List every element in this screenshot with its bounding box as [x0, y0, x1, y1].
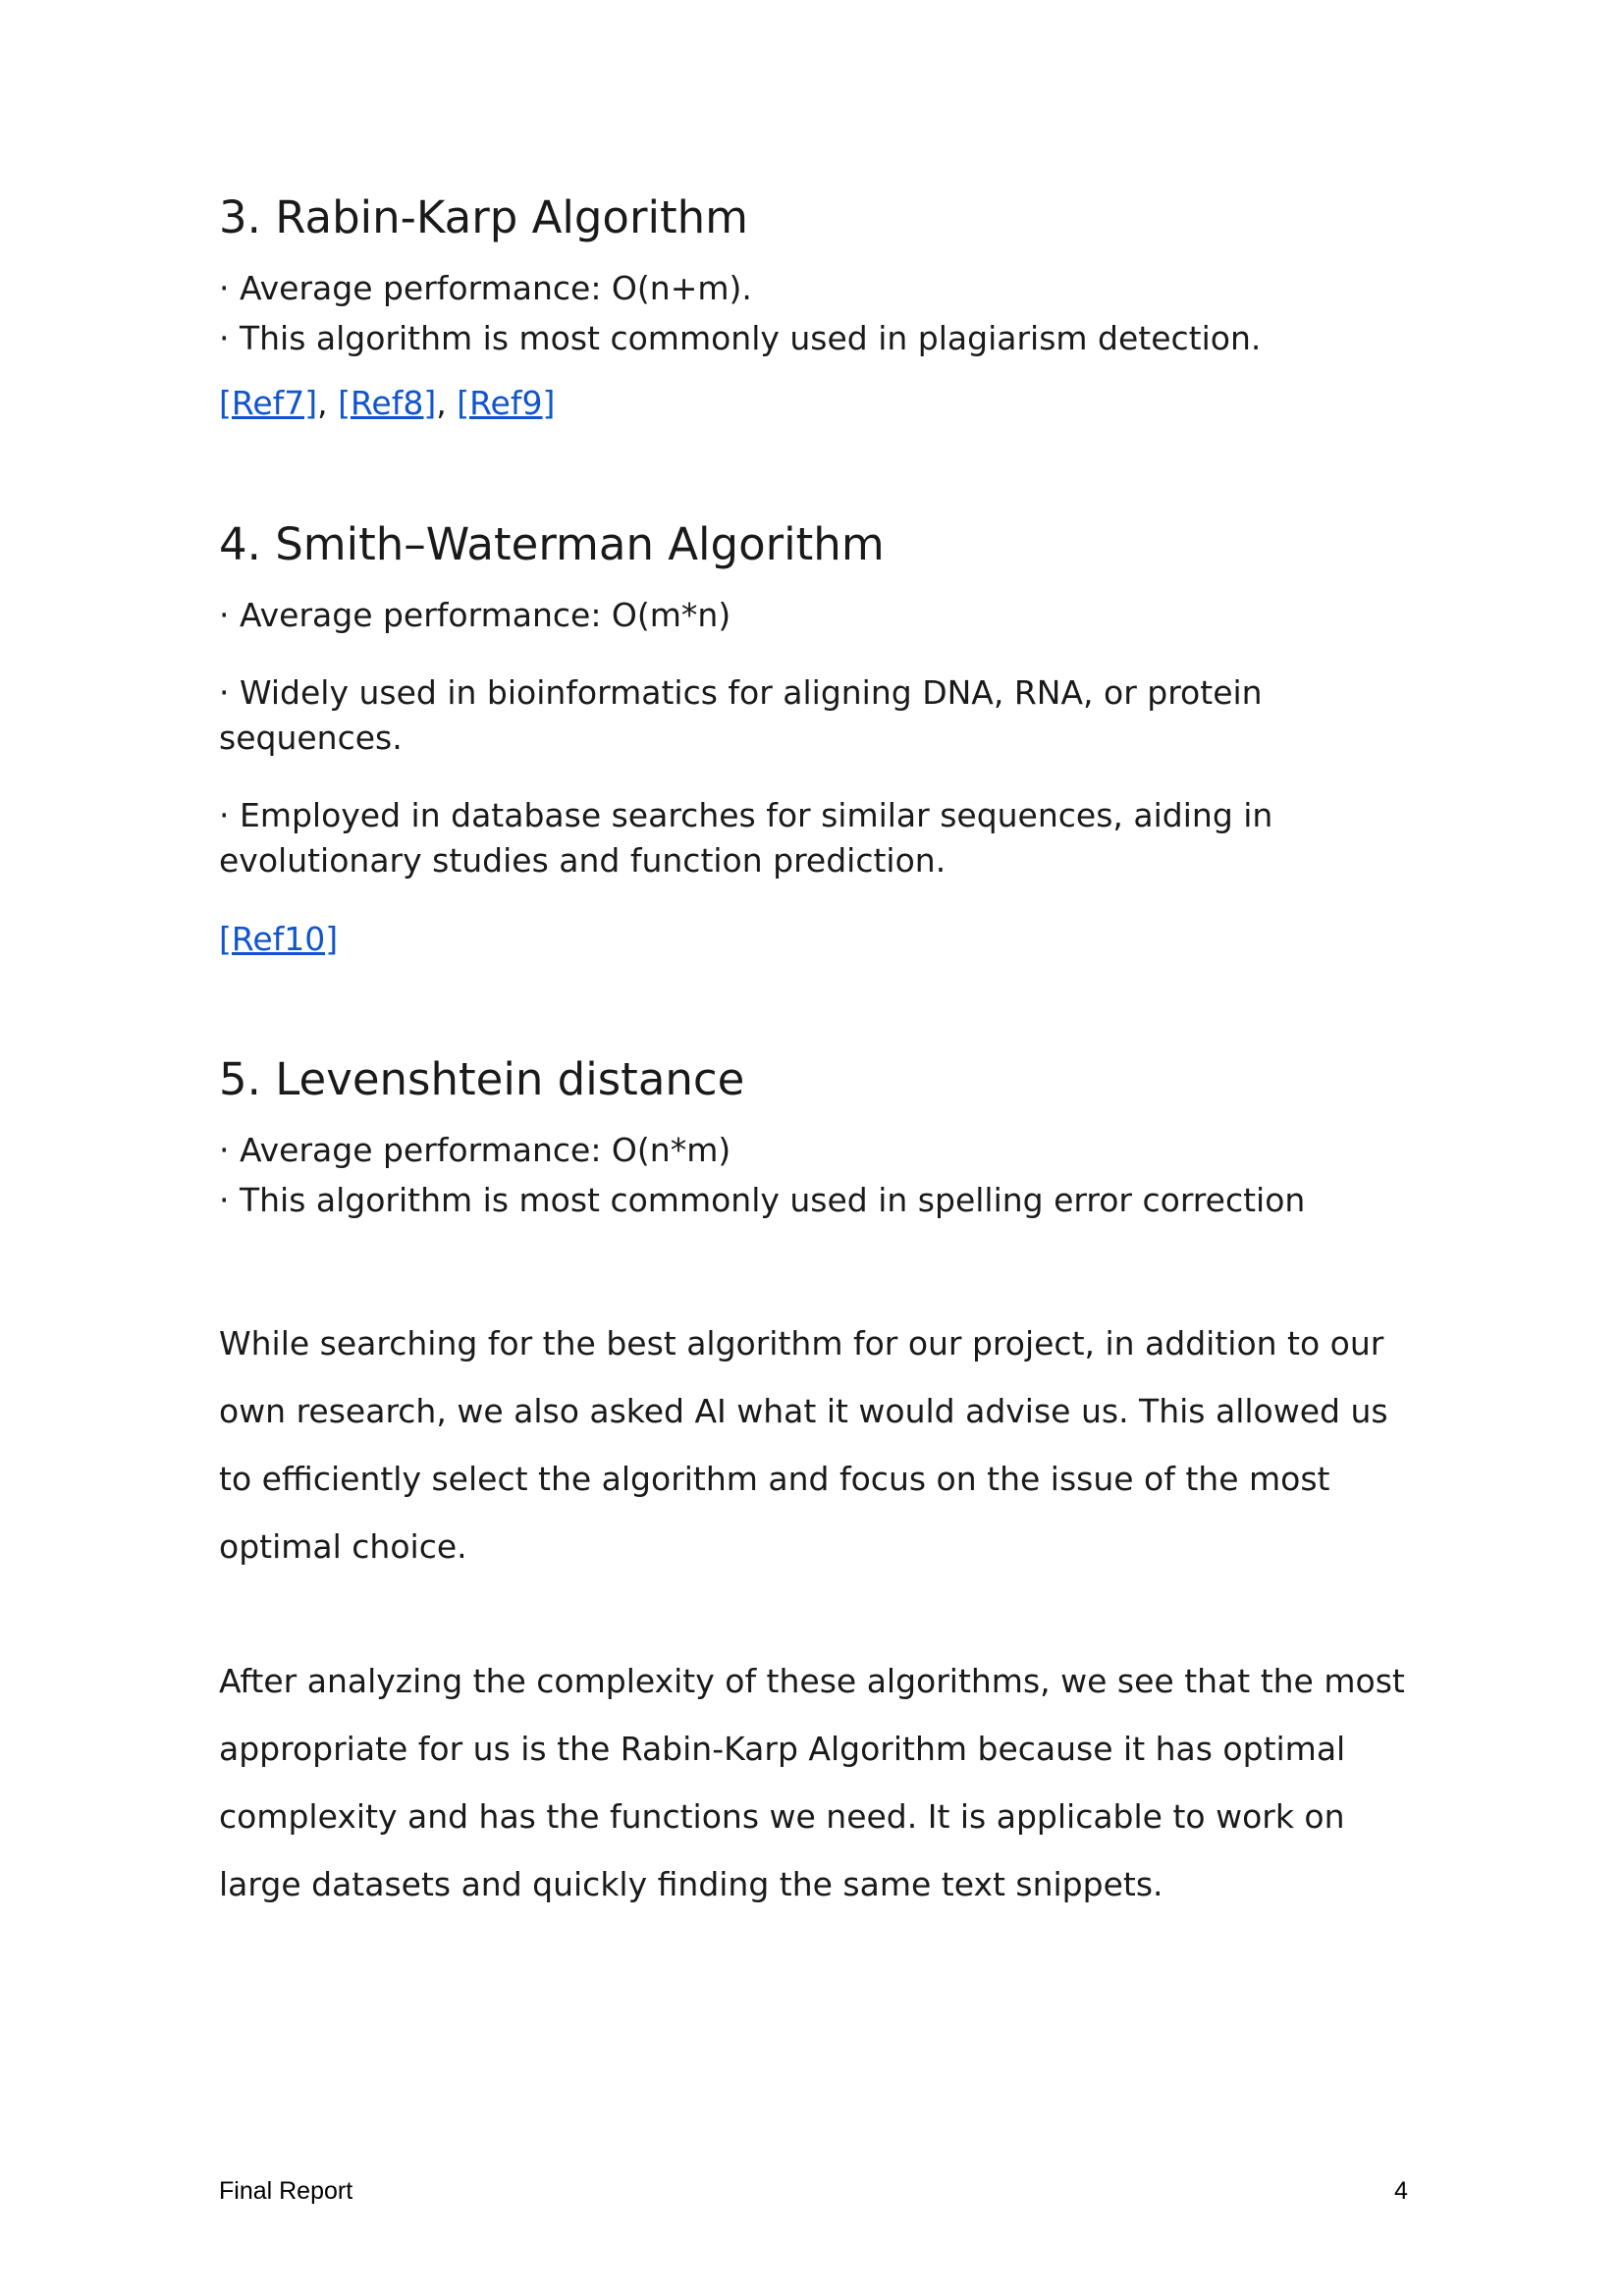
- ref-link-7[interactable]: [Ref7]: [219, 384, 318, 423]
- bullet-rabin-karp-performance: · Average performance: O(n+m).: [219, 269, 752, 307]
- page-content: [219, 191, 1417, 1918]
- ref-link-9[interactable]: [Ref9]: [457, 384, 556, 423]
- footer-page-number: 4: [1394, 2177, 1408, 2205]
- bullet-smith-waterman-database: · Employed in database searches for similar sequences, aiding in evolutionary studies and function prediction.: [219, 796, 1273, 881]
- refs-smith-waterman: [219, 917, 1417, 962]
- section-title-smith-waterman: 4. Smith–Waterman Algorithm: [219, 517, 885, 570]
- footer-title: Final Report: [219, 2177, 353, 2205]
- bullet-smith-waterman-bioinformatics: · Widely used in bioinformatics for aligning DNA, RNA, or protein sequences.: [219, 672, 1263, 757]
- ref-separator: ,: [436, 384, 458, 423]
- paragraph-conclusion: After analyzing the complexity of these algorithms, we see that the most appropriate for us is the Rabin-Karp Algorithm because it has optimal complexity and has the functions we need. It is applicable to work on large datasets and quickly finding the same text snippets.: [219, 1662, 1405, 1904]
- paragraph-ai-research: While searching for the best algorithm for our project, in addition to our own research, we also asked AI what it would advise us. This allowed us to efficiently select the algorithm and focus on the issue of the most optimal choice.: [219, 1324, 1388, 1567]
- bullet-rabin-karp-usage: · This algorithm is most commonly used in plagiarism detection.: [219, 319, 1262, 358]
- section-title-rabin-karp: 3. Rabin-Karp Algorithm: [219, 191, 748, 243]
- section-title-levenshtein: 5. Levenshtein distance: [219, 1052, 745, 1105]
- bullet-levenshtein-usage: · This algorithm is most commonly used in spelling error correction: [219, 1180, 1306, 1219]
- bullet-smith-waterman-performance: · Average performance: O(m*n): [219, 595, 731, 634]
- refs-rabin-karp: [219, 381, 1417, 426]
- ref-link-8[interactable]: [Ref8]: [338, 384, 437, 423]
- bullet-levenshtein-performance: · Average performance: O(n*m): [219, 1130, 731, 1169]
- ref-link-10[interactable]: [Ref10]: [219, 919, 339, 958]
- ref-separator: ,: [317, 384, 339, 423]
